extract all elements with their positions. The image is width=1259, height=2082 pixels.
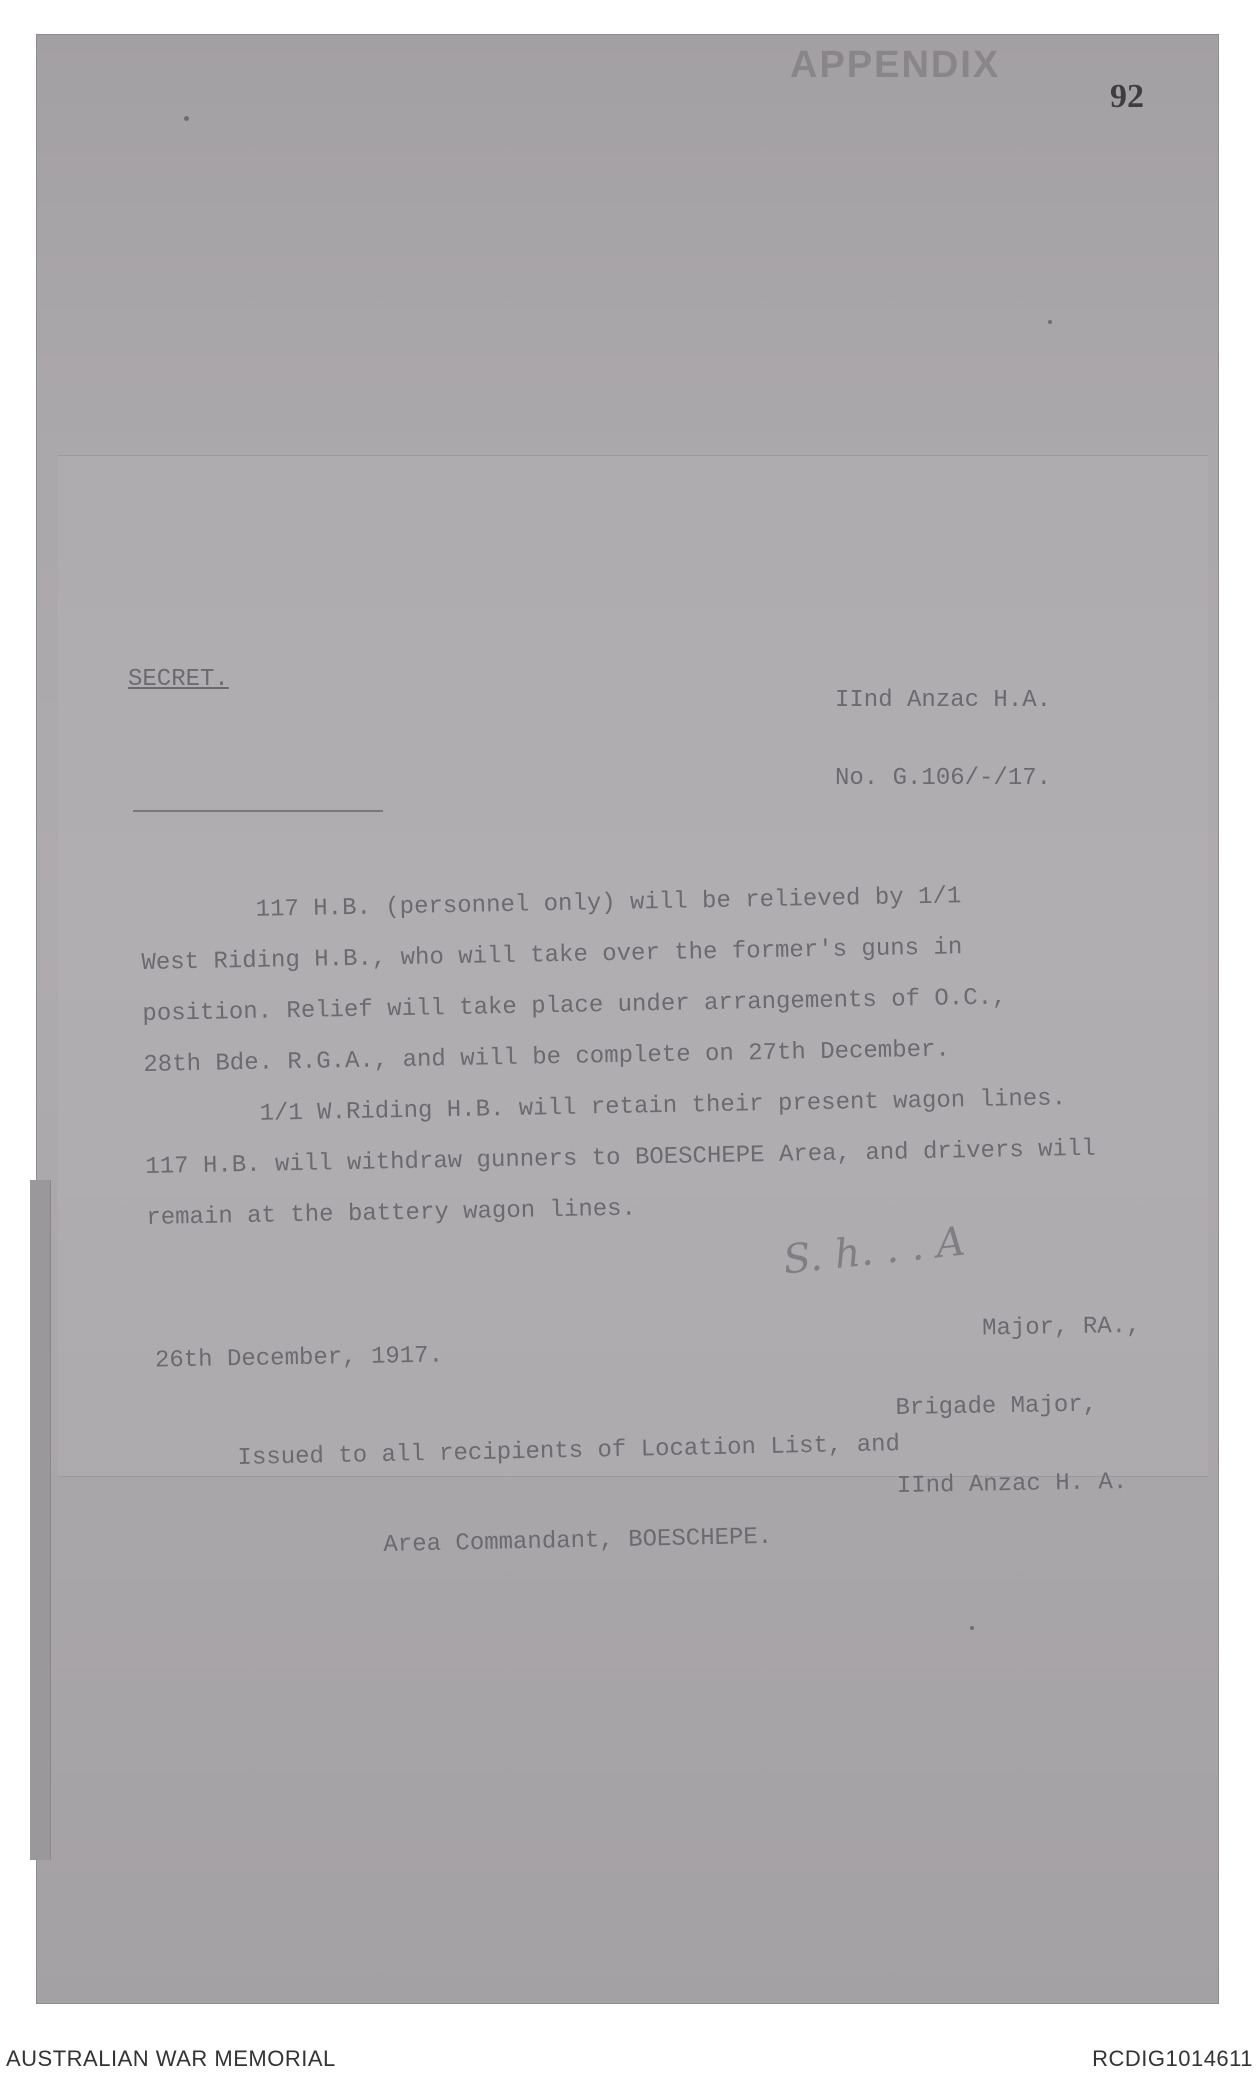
body-line: 28th Bde. R.G.A., and will be complete on 27th December. xyxy=(143,1036,951,1079)
signatory-title: Brigade Major, xyxy=(895,1391,1098,1422)
paper-speck xyxy=(1048,320,1052,324)
body-line: remain at the battery wagon lines. xyxy=(146,1195,637,1232)
body-line: West Riding H.B., who will take over the former's guns in xyxy=(141,934,963,977)
archive-id: RCDIG1014611 xyxy=(1092,2046,1253,2071)
paper-speck xyxy=(184,116,189,121)
distribution-line: Issued to all recipients of Location List, and xyxy=(237,1431,901,1472)
signatory-rank: Major, RA., xyxy=(981,1312,1141,1343)
distribution-block xyxy=(236,1370,903,1594)
sheet-edge xyxy=(30,1180,51,1860)
handwritten-signature: S. h. . . A xyxy=(781,1218,968,1284)
reference-unit: IInd Anzac H.A. xyxy=(835,687,1052,714)
page-number: 92 xyxy=(1110,78,1144,115)
signature-block xyxy=(893,1262,1144,1526)
classification-heading: SECRET. xyxy=(128,666,229,693)
reference-block xyxy=(835,636,1051,818)
reference-number: No. G.106/-/17. xyxy=(835,765,1052,792)
memo-date: 26th December, 1917. xyxy=(154,1342,444,1375)
body-line: position. Relief will take place under arrangements of O.C., xyxy=(142,984,1007,1028)
paper-speck xyxy=(970,1626,974,1630)
separator-rule xyxy=(133,810,383,812)
signatory-unit: IInd Anzac H. A. xyxy=(896,1468,1128,1500)
body-line: 117 H.B. (personnel only) will be relieved by 1/1 xyxy=(140,883,962,926)
archive-credit: AUSTRALIAN WAR MEMORIAL xyxy=(6,2046,336,2071)
body-line: 117 H.B. will withdraw gunners to BOESCHEPE Area, and drivers will xyxy=(145,1135,1097,1181)
appendix-stamp: APPENDIX xyxy=(790,44,1001,86)
memo-body xyxy=(140,867,1207,1244)
body-line: 1/1 W.Riding H.B. will retain their present wagon lines. xyxy=(144,1085,1067,1130)
distribution-line: Area Commandant, BOESCHEPE. xyxy=(239,1523,773,1562)
